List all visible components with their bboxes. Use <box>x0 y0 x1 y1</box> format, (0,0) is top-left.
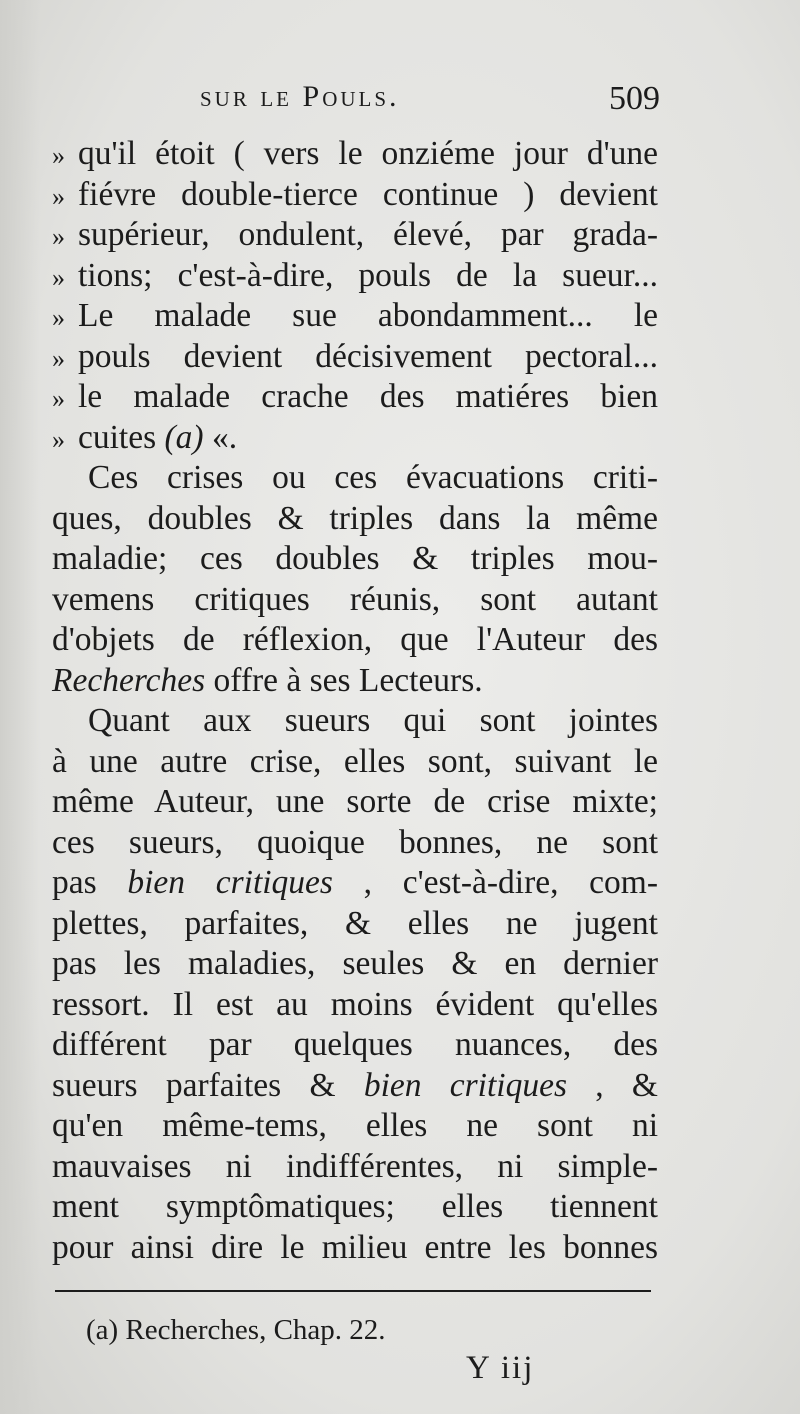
text-line: vemens critiques réunis, sont autant <box>52 580 658 618</box>
text-line: sueurs parfaites & bien critiques , & <box>52 1066 658 1104</box>
text-line: » cuites (a) «. <box>52 418 658 459</box>
signature-mark: Y iij <box>466 1350 535 1386</box>
quote-mark: » <box>52 262 65 292</box>
text-line: pas les maladies, seules & en dernier <box>52 945 658 982</box>
quote-mark: » <box>52 141 65 170</box>
italic-title: Recherches <box>52 661 206 699</box>
quote-mark: » <box>52 424 65 454</box>
footnote-ref: (a) <box>164 418 204 456</box>
page-number: 509 <box>609 80 660 117</box>
page-header <box>200 80 660 130</box>
closing-quote: «. <box>211 418 238 456</box>
text-line: » le malade crache des matiéres bien <box>52 377 658 418</box>
italic-phrase: bien critiques <box>363 1066 567 1104</box>
text-line: ment symptômatiques; elles tiennent <box>52 1188 658 1225</box>
text-line: même Auteur, une sorte de crise mixte; <box>52 783 658 820</box>
text-line: plettes, parfaites, & elles ne jugent <box>52 904 658 942</box>
text-line: différent par quelques nuances, des <box>52 1026 658 1063</box>
quote-mark: » <box>52 222 65 251</box>
text-line: d'objets de réflexion, que l'Auteur des <box>52 621 658 658</box>
text-line: qu'en même-tems, elles ne sont ni <box>52 1107 658 1144</box>
text-line: Ces crises ou ces évacuations criti- <box>88 459 658 496</box>
text-line: » supérieur, ondulent, élevé, par grada- <box>52 215 658 256</box>
footnote-rule <box>55 1290 651 1292</box>
quote-mark: » <box>52 303 65 332</box>
quote-mark: » <box>52 384 65 413</box>
text-line: pas bien critiques , c'est-à-dire, com- <box>52 864 659 901</box>
quote-mark: » <box>52 343 65 373</box>
text-line: » Le malade sue abondamment... le <box>52 296 658 337</box>
footnote: (a) Recherches, Chap. 22. <box>86 1314 386 1346</box>
text-line: ressort. Il est au moins évident qu'elles <box>52 985 658 1023</box>
text-line: » pouls devient décisivement pectoral... <box>52 337 658 378</box>
text-line: à une autre crise, elles sont, suivant le <box>52 742 658 780</box>
text-line: ces sueurs, quoique bonnes, ne sont <box>52 823 658 861</box>
running-title: sur le Pouls. <box>200 80 400 113</box>
text-line: pour ainsi dire le milieu entre les bonnes <box>52 1228 658 1266</box>
italic-phrase: bien critiques <box>127 864 333 901</box>
quote-mark: » <box>52 181 65 211</box>
text-line: » tions; c'est-à-dire, pouls de la sueur... <box>52 256 658 297</box>
text-line: maladie; ces doubles & triples mou- <box>52 540 658 577</box>
text-line: Recherches offre à ses Lecteurs. <box>52 661 483 699</box>
text-line: Quant aux sueurs qui sont jointes <box>88 702 658 739</box>
page-edge-shadow <box>0 0 40 1414</box>
body-text <box>52 134 658 1268</box>
text-line: mauvaises ni indifférentes, ni simple- <box>52 1147 658 1185</box>
text-line: » qu'il étoit ( vers le onziéme jour d'une <box>52 134 658 175</box>
text-line: » fiévre double-tierce continue ) devient <box>52 175 658 216</box>
text-line: ques, doubles & triples dans la même <box>52 499 658 537</box>
